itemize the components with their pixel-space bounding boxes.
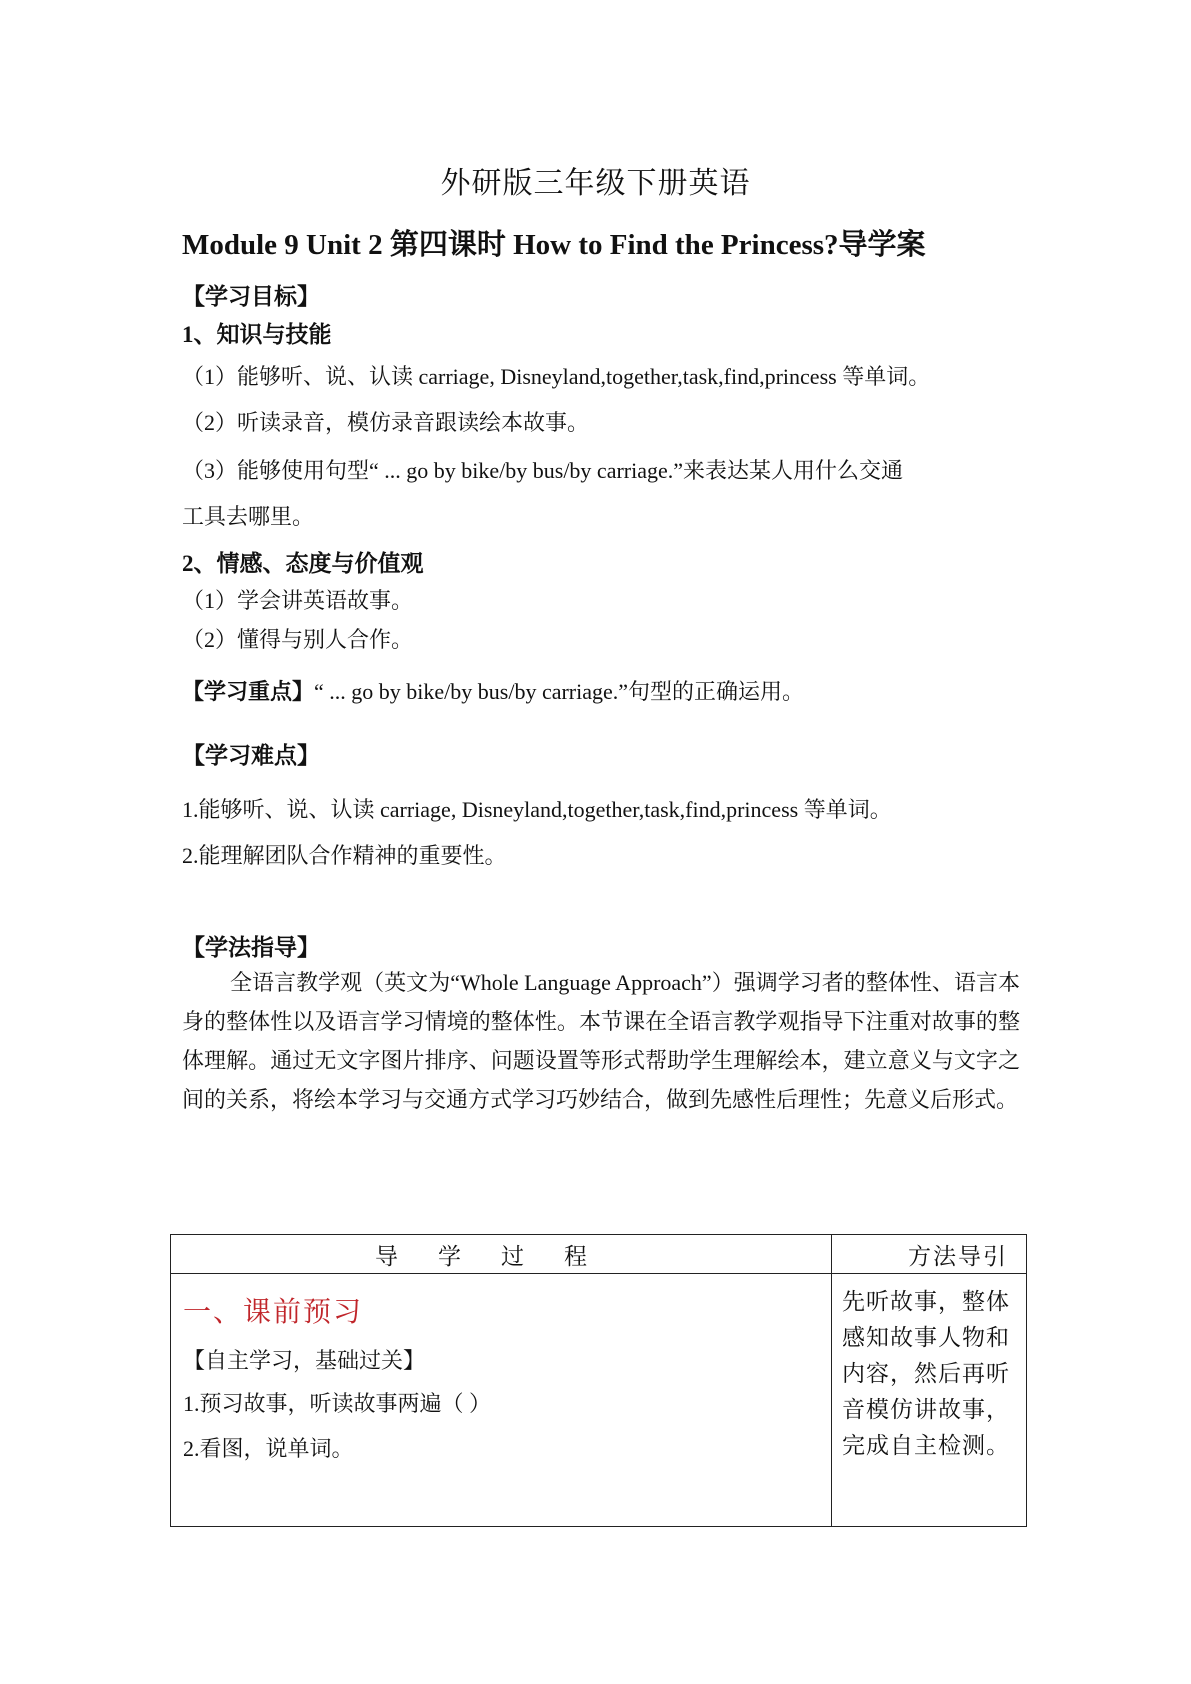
knowledge-item: （3）能够使用句型“ ... go by bike/by bus/by carriage.”来表达某人用什么交通	[182, 458, 904, 483]
section-title: 一、课前预习	[183, 1297, 364, 1328]
guide-table	[170, 1234, 1027, 1527]
method-heading: 【学法指导】	[182, 935, 320, 960]
objectives-heading: 【学习目标】	[182, 284, 320, 309]
method-note: 先听故事，整体感知故事人物和内容，然后再听音模仿讲故事，完成自主检测。	[832, 1274, 1027, 1527]
emotion-item: （1）学会讲英语故事。	[182, 588, 414, 613]
emotion-heading: 2、情感、态度与价值观	[182, 551, 424, 576]
method-header: 方法导引	[832, 1235, 1027, 1274]
knowledge-item: （2）听读录音，模仿录音跟读绘本故事。	[182, 410, 590, 435]
self-study-heading: 【自主学习，基础过关】	[183, 1348, 426, 1373]
method-paragraph: 全语言教学观（英文为“Whole Language Approach”）强调学习者的整体性、语言本身的整体性以及语言学习情境的整体性。本节课在全语言教学观指导下注重对故事的整体理解。通过无文字图片排序、问题设置等形式帮助学生理解绘本，建立意义与文字之间的关系，将绘本学习与交通方式学习巧妙结合，做到先感性后理性；先意义后形式。	[182, 970, 1020, 1112]
page-subtitle: Module 9 Unit 2 第四课时 How to Find the Princess?导学案	[182, 229, 926, 261]
difficulty-item: 2.能理解团队合作精神的重要性。	[182, 843, 507, 868]
key-point	[182, 675, 804, 706]
knowledge-item: 工具去哪里。	[182, 504, 315, 529]
key-point-text: “ ... go by bike/by bus/by carriage.”句型的正确运用。	[314, 679, 805, 704]
emotion-item: （2）懂得与别人合作。	[182, 627, 414, 652]
process-cell	[171, 1274, 832, 1527]
preview-item: 2.看图，说单词。	[183, 1436, 354, 1461]
difficulty-heading: 【学习难点】	[182, 743, 320, 768]
key-point-label: 【学习重点】	[182, 679, 315, 704]
knowledge-item: （1）能够听、说、认读 carriage, Disneyland,together,task,find,princess 等单词。	[182, 364, 931, 389]
knowledge-heading: 1、知识与技能	[182, 322, 332, 347]
process-header: 导学过程	[171, 1235, 832, 1274]
preview-item: 1.预习故事，听读故事两遍（ ）	[183, 1391, 492, 1416]
page-title: 外研版三年级下册英语	[440, 167, 751, 200]
difficulty-item: 1.能够听、说、认读 carriage, Disneyland,together,task,find,princess 等单词。	[182, 797, 892, 822]
